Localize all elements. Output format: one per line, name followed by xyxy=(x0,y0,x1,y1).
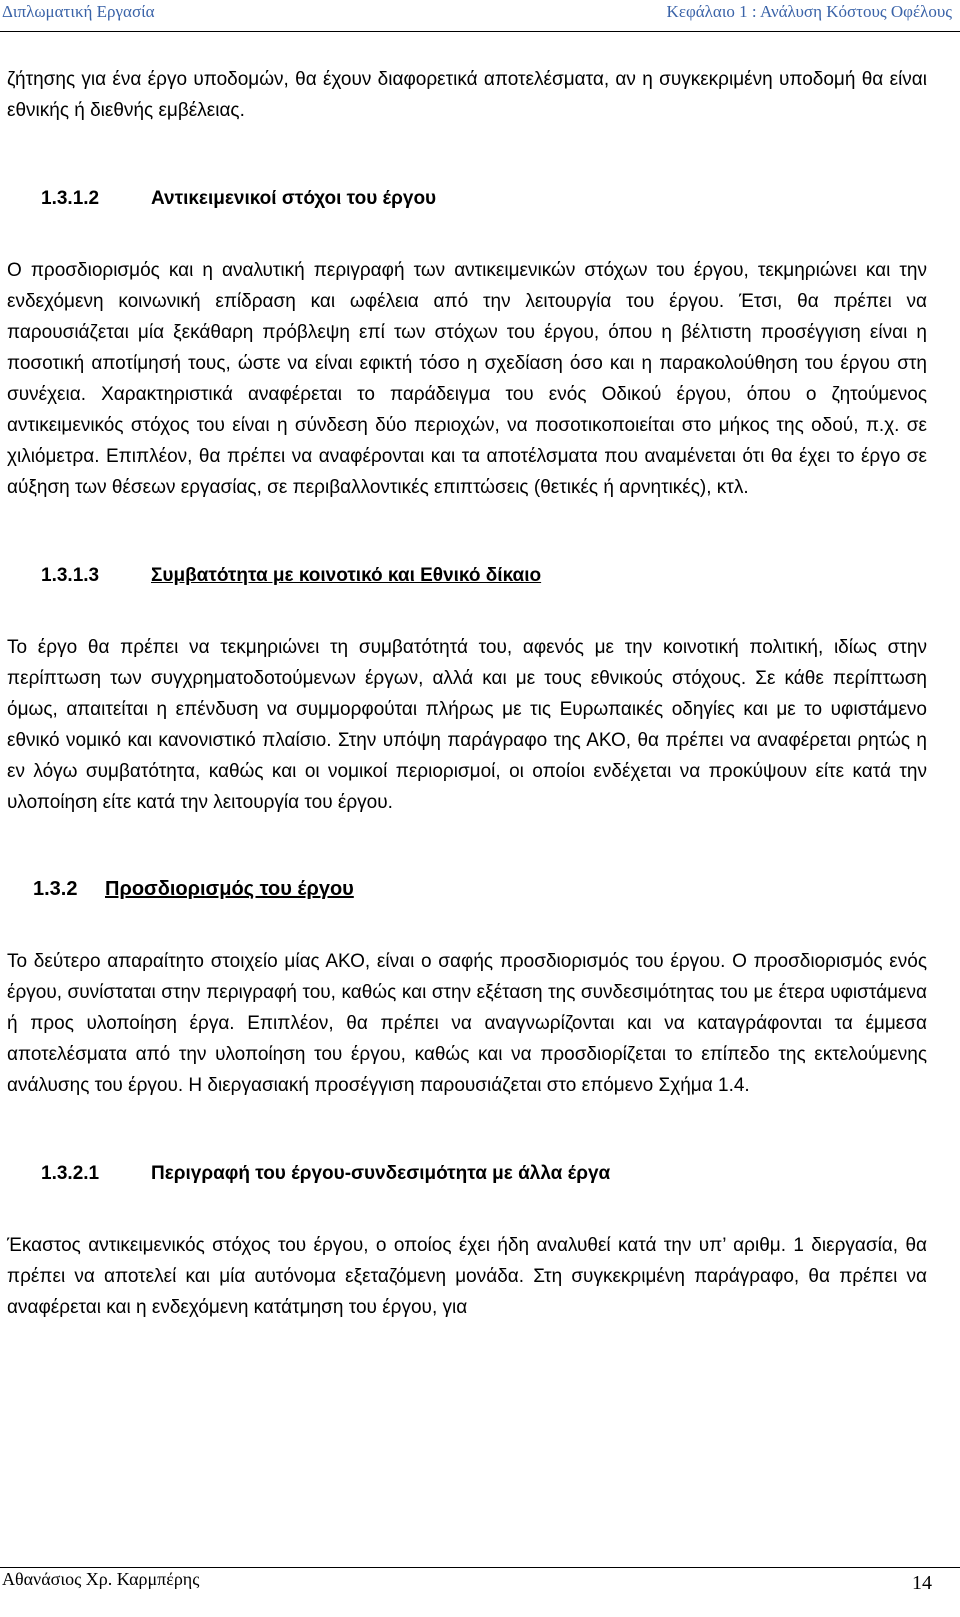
section-heading-1-3-2 xyxy=(7,874,927,905)
paragraph-project-description: Έκαστος αντικειμενικός στόχος του έργου, ο οποίος έχει ήδη αναλυθεί κατά την υπ’ αριθμ. 1 διεργασία, θα πρέπει να αποτελεί και μία αυτόνομα εξεταζόμενη μονάδα. Στη συγκεκριμένη παράγραφο, θα πρέπει να αναφέρεται και η ενδεχόμενη κατάτμηση του έργου, για xyxy=(7,1235,927,1318)
paragraph-objectives: Ο προσδιορισμός και η αναλυτική περιγραφή των αντικειμενικών στόχων του έργου, τεκμηριώνει και την ενδεχόμενη κοινωνική επίδραση και ωφέλεια από την λειτουργία του έργου. Έτσι, θα πρέπει να παρουσιάζεται μία ξεκάθαρη πρόβλεψη επί των στόχων του έργου, όπου η βέλτιστη προσέγγιση είναι η ποσοτική αποτίμησή τους, ώστε να είναι εφικτή τόσο η σχεδίαση όσο και η παρακολούθηση του έργου στη συνέχεια. Χαρακτηριστικά αναφέρεται το παράδειγμα του ενός Οδικού έργου, όπου ο ζητούμενος αντικειμενικός στόχος του είναι η σύνδεση δύο περιοχών, να ποσοτικοποιείται στο μήκος της οδού, π.χ. σε χιλιόμετρα. Επιπλέον, θα πρέπει να αναφέρονται και τα αποτέλσματα που αναμένεται ότι θα έχει το έργο σε αύξηση των θέσεων εργασίας, σε περιβαλλοντικές επιπτώσεις (θετικές ή αρνητικές), κτλ. xyxy=(7,260,927,498)
running-footer xyxy=(0,1542,960,1617)
spacer xyxy=(7,503,927,560)
page-number: 14 xyxy=(912,1572,932,1594)
section-title: Συμβατότητα με κοινοτικό και Εθνικό δίκαιο xyxy=(151,565,542,586)
section-title: Αντικειμενικοί στόχοι του έργου xyxy=(151,188,437,209)
paragraph-continuation: ζήτησης για ένα έργο υποδομών, θα έχουν διαφορετικά αποτελέσματα, αν η συγκεκριμένη υποδομή θα είναι εθνικής ή διεθνής εμβέλειας. xyxy=(7,69,927,121)
page-body xyxy=(7,64,927,1323)
spacer xyxy=(7,591,927,632)
section-heading-1-3-1-3 xyxy=(7,560,927,591)
running-header xyxy=(0,0,960,32)
section-number: 1.3.1.3 xyxy=(41,565,100,586)
section-number: 1.3.2.1 xyxy=(41,1163,100,1184)
paragraph-compatibility: Το έργο θα πρέπει να τεκμηριώνει τη συμβατότητά του, αφενός με την κοινοτική πολιτική, ιδίως στην περίπτωση των συγχρηματοδοτούμενων έργων, αλλά και με τους εθνικούς στόχους. Σε κάθε περίπτωση όμως, απαιτείται η επένδυση να συμμορφούται πλήρως με τις Ευρωπαικές οδηγίες και με το υφιστάμενο εθνικό νομικό και κανονιστικό πλαίσιο. Στην υπόψη παράγραφο της ΑΚΟ, θα πρέπει να αναφέρεται ρητώς η εν λόγω συμβατότητα, καθώς και οι νομικοί περιορισμοί, οι οποίοι ενδέχεται να προκύψουν είτε κατά την υλοποίηση είτε κατά την λειτουργία του έργου. xyxy=(7,637,927,813)
spacer xyxy=(7,1189,927,1230)
header-chapter-title: Κεφάλαιο 1 : Ανάλυση Κόστους Οφέλους xyxy=(666,2,952,21)
footer-author: Αθανάσιος Χρ. Καρμπέρης xyxy=(2,1569,200,1589)
spacer xyxy=(7,214,927,255)
header-document-title: Διπλωματική Εργασία xyxy=(2,2,155,21)
section-heading-1-3-1-2 xyxy=(7,183,927,214)
section-title: Περιγραφή του έργου-συνδεσιμότητα με άλλα έργα xyxy=(151,1163,611,1184)
section-number: 1.3.2 xyxy=(33,878,78,900)
paragraph-project-definition: Το δεύτερο απαραίτητο στοιχείο μίας ΑΚΟ, είναι ο σαφής προσδιορισμός του έργου. Ο προσδιορισμός ενός έργου, συνίσταται στην περιγραφή του, καθώς και στην εξέταση της συνδεσιμότητας του με έτερα υφιστάμενα ή προς υλοποίηση έργα. Επιπλέον, θα πρέπει να αναγνωρίζονται και να καταγράφονται τα έμμεσα αποτελέσματα από την υλοποίηση του έργου, καθώς και να προσδιορίζεται το επίπεδο της εκτελούμενης ανάλυσης του έργου. Η διεργασιακή προσέγγιση παρουσιάζεται στο επόμενο Σχήμα 1.4. xyxy=(7,951,927,1096)
section-heading-1-3-2-1 xyxy=(7,1158,927,1189)
header-rule xyxy=(0,31,960,32)
spacer xyxy=(7,126,927,183)
footer-rule xyxy=(0,1567,960,1568)
section-number: 1.3.1.2 xyxy=(41,188,100,209)
spacer xyxy=(7,1101,927,1158)
spacer xyxy=(7,905,927,946)
spacer xyxy=(7,818,927,874)
section-title: Προσδιορισμός του έργου xyxy=(105,878,354,900)
